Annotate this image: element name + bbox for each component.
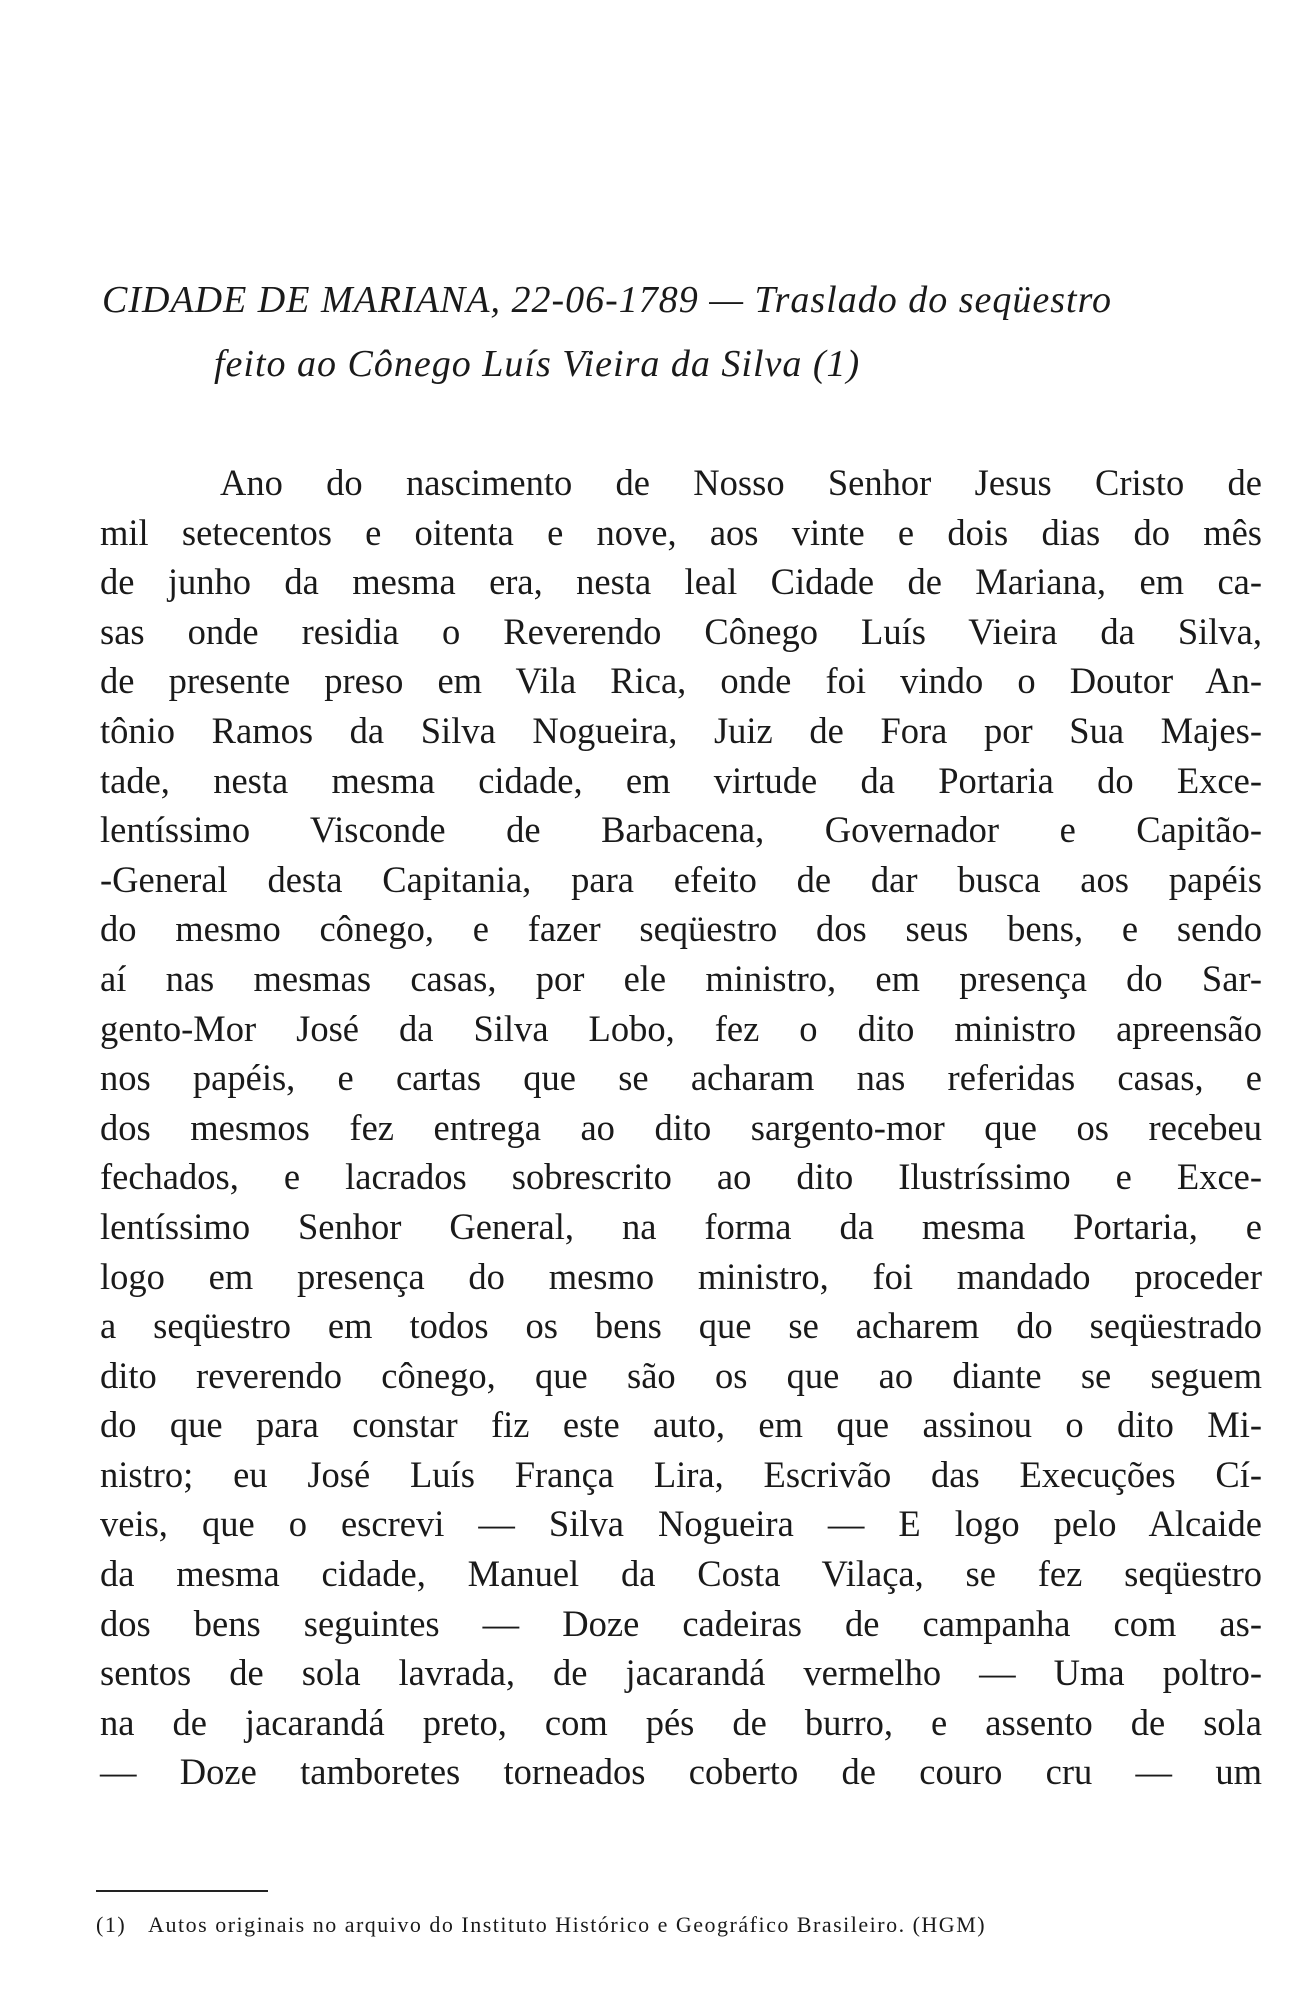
body-line: do mesmo cônego, e fazer seqüestro dos seus bens, e sendo [100,908,1262,950]
body-line: de junho da mesma era, nesta leal Cidade de Mariana, em ca- [100,561,1262,603]
body-line: -General desta Capitania, para efeito de dar busca aos papéis [100,858,1262,900]
body-line: dos mesmos fez entrega ao dito sargento-mor que os recebeu [100,1106,1262,1148]
body-line: nos papéis, e cartas que se acharam nas referidas casas, e [100,1057,1262,1099]
body-line: aí nas mesmas casas, por ele ministro, em presença do Sar- [100,957,1262,999]
body-line: fechados, e lacrados sobrescrito ao dito Ilustríssimo e Exce- [100,1156,1262,1198]
body-line: dos bens seguintes — Doze cadeiras de campanha com as- [100,1602,1262,1644]
body-line: veis, que o escrevi — Silva Nogueira — E logo pelo Alcaide [100,1503,1262,1545]
body-line: logo em presença do mesmo ministro, foi mandado proceder [100,1255,1262,1297]
body-line: tônio Ramos da Silva Nogueira, Juiz de Fora por Sua Majes- [100,709,1262,751]
heading-line-1: CIDADE DE MARIANA, 22-06-1789 — Traslado do seqüestro [102,279,1112,321]
body-line: de presente preso em Vila Rica, onde foi vindo o Doutor An- [100,660,1262,702]
body-line: lentíssimo Visconde de Barbacena, Governador e Capitão- [100,809,1262,851]
body-line: lentíssimo Senhor General, na forma da mesma Portaria, e [100,1205,1262,1247]
body-line: — Doze tamboretes torneados coberto de couro cru — um [100,1751,1262,1793]
body-line: gento-Mor José da Silva Lobo, fez o dito ministro apreensão [100,1007,1262,1049]
body-line: mil setecentos e oitenta e nove, aos vinte e dois dias do mês [100,511,1262,553]
body-line: sentos de sola lavrada, de jacarandá vermelho — Uma poltro- [100,1652,1262,1694]
body-line: nistro; eu José Luís França Lira, Escrivão das Execuções Cí- [100,1453,1262,1495]
body-line: tade, nesta mesma cidade, em virtude da Portaria do Exce- [100,759,1262,801]
footnote-divider [96,1890,268,1892]
footnote-text: Autos originais no arquivo do Instituto Histórico e Geográfico Brasileiro. (HGM) [148,1912,987,1937]
body-line: sas onde residia o Reverendo Cônego Luís Vieira da Silva, [100,610,1262,652]
footnote-marker: (1) [96,1912,127,1937]
heading-line-2: feito ao Cônego Luís Vieira da Silva (1) [214,343,861,385]
body-paragraph [100,458,1262,1797]
body-line: Ano do nascimento de Nosso Senhor Jesus Cristo de [220,462,1262,503]
document-heading [102,268,1262,396]
body-line: da mesma cidade, Manuel da Costa Vilaça, se fez seqüestro [100,1553,1262,1595]
body-line: a seqüestro em todos os bens que se acharem do seqüestrado [100,1305,1262,1347]
footnote [96,1910,1262,1940]
body-line: na de jacarandá preto, com pés de burro, e assento de sola [100,1701,1262,1743]
body-line: do que para constar fiz este auto, em que assinou o dito Mi- [100,1404,1262,1446]
body-line: dito reverendo cônego, que são os que ao diante se seguem [100,1354,1262,1396]
